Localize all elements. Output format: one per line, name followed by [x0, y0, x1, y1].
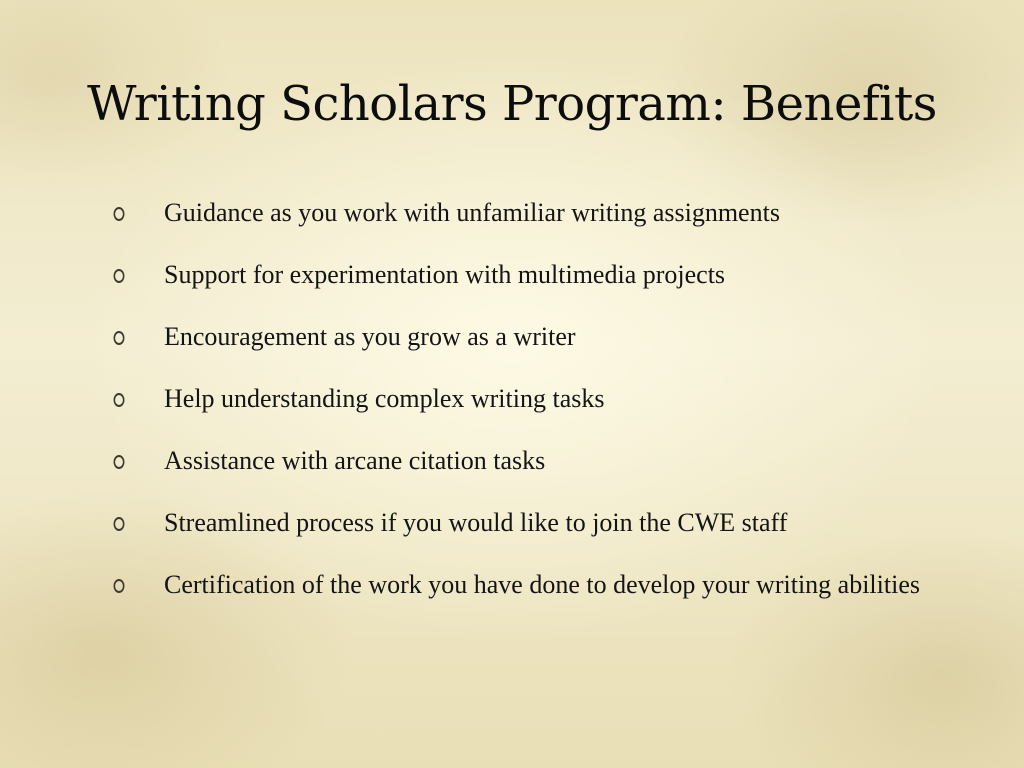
- bullet-list: [112, 194, 932, 628]
- bullet-text: Certification of the work you have done to develop your writing abilities: [164, 570, 920, 599]
- bullet-text: Support for experimentation with multimedia projects: [164, 260, 726, 289]
- bullet-item: [112, 566, 932, 604]
- bullet-circle-icon: [114, 207, 125, 221]
- bullet-item: [112, 380, 932, 418]
- bullet-circle-icon: [114, 455, 125, 469]
- bullet-circle-icon: [114, 579, 125, 593]
- bullet-text: Help understanding complex writing tasks: [164, 384, 605, 413]
- bullet-circle-icon: [114, 331, 125, 345]
- bullet-circle-icon: [114, 269, 125, 283]
- bullet-circle-icon: [114, 517, 125, 531]
- bullet-text: Guidance as you work with unfamiliar writing assignments: [164, 198, 780, 227]
- bullet-item: [112, 442, 932, 480]
- bullet-item: [112, 318, 932, 356]
- bullet-text: Streamlined process if you would like to join the CWE staff: [164, 508, 788, 537]
- bullet-item: [112, 256, 932, 294]
- slide-title: Writing Scholars Program: Benefits: [87, 76, 937, 132]
- bullet-text: Encouragement as you grow as a writer: [164, 322, 576, 351]
- bullet-text: Assistance with arcane citation tasks: [164, 446, 546, 475]
- bullet-circle-icon: [114, 393, 125, 407]
- bullet-item: [112, 194, 932, 232]
- bullet-item: [112, 504, 932, 542]
